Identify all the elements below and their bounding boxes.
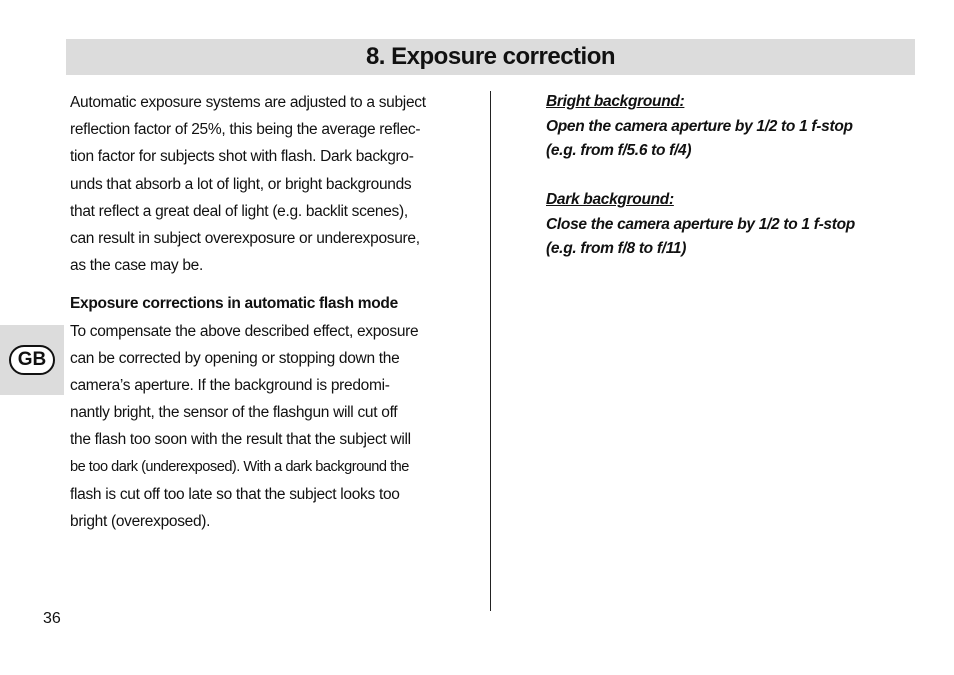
section-subheading: Exposure corrections in automatic flash mode	[70, 295, 398, 313]
text-line: To compensate the above described effect, exposure	[70, 322, 419, 340]
text-line: camera’s aperture. If the background is predomi-	[70, 377, 390, 395]
bright-background-example: (e.g. from f/5.6 to f/4)	[546, 142, 692, 159]
text-line: bright (overexposed).	[70, 513, 211, 531]
text-line: as the case may be.	[70, 257, 204, 275]
text-line: flash is cut off too late so that the subject looks too	[70, 485, 400, 503]
column-divider	[490, 91, 491, 611]
text-line: can be corrected by opening or stopping down the	[70, 349, 400, 367]
dark-background-example: (e.g. from f/8 to f/11)	[546, 240, 687, 257]
language-badge: GB	[9, 345, 55, 375]
left-column	[70, 89, 467, 535]
page-title: 8. Exposure correction	[365, 43, 616, 70]
text-line: tion factor for subjects shot with flash. Dark backgro-	[70, 148, 414, 166]
text-line: can result in subject overexposure or underexposure,	[70, 230, 420, 248]
text-line: the flash too soon with the result that the subject will	[70, 431, 411, 449]
text-line: be too dark (underexposed). With a dark background the	[70, 458, 409, 475]
text-line: Automatic exposure systems are adjusted to a subject	[70, 94, 426, 111]
bright-background-label: Bright background:	[546, 93, 685, 110]
text-line: reflection factor of 25%, this being the average reflec-	[70, 121, 421, 139]
right-column	[546, 90, 926, 262]
spacer	[546, 164, 926, 189]
language-tab	[0, 325, 64, 395]
text-line: that reflect a great deal of light (e.g. backlit scenes),	[70, 202, 408, 220]
dark-background-label: Dark background:	[546, 191, 674, 208]
text-line: nantly bright, the sensor of the flashgun will cut off	[70, 404, 398, 422]
page-number: 36	[43, 610, 61, 627]
intro-paragraph	[70, 89, 467, 279]
bright-background-note	[546, 90, 926, 164]
bright-background-instruction: Open the camera aperture by 1/2 to 1 f-stop	[546, 117, 853, 135]
title-bar	[66, 39, 915, 75]
dark-background-instruction: Close the camera aperture by 1/2 to 1 f-stop	[546, 215, 855, 233]
body-paragraph	[70, 318, 467, 536]
spacer	[70, 279, 467, 290]
dark-background-note	[546, 188, 926, 262]
text-line: unds that absorb a lot of light, or bright backgrounds	[70, 175, 412, 193]
